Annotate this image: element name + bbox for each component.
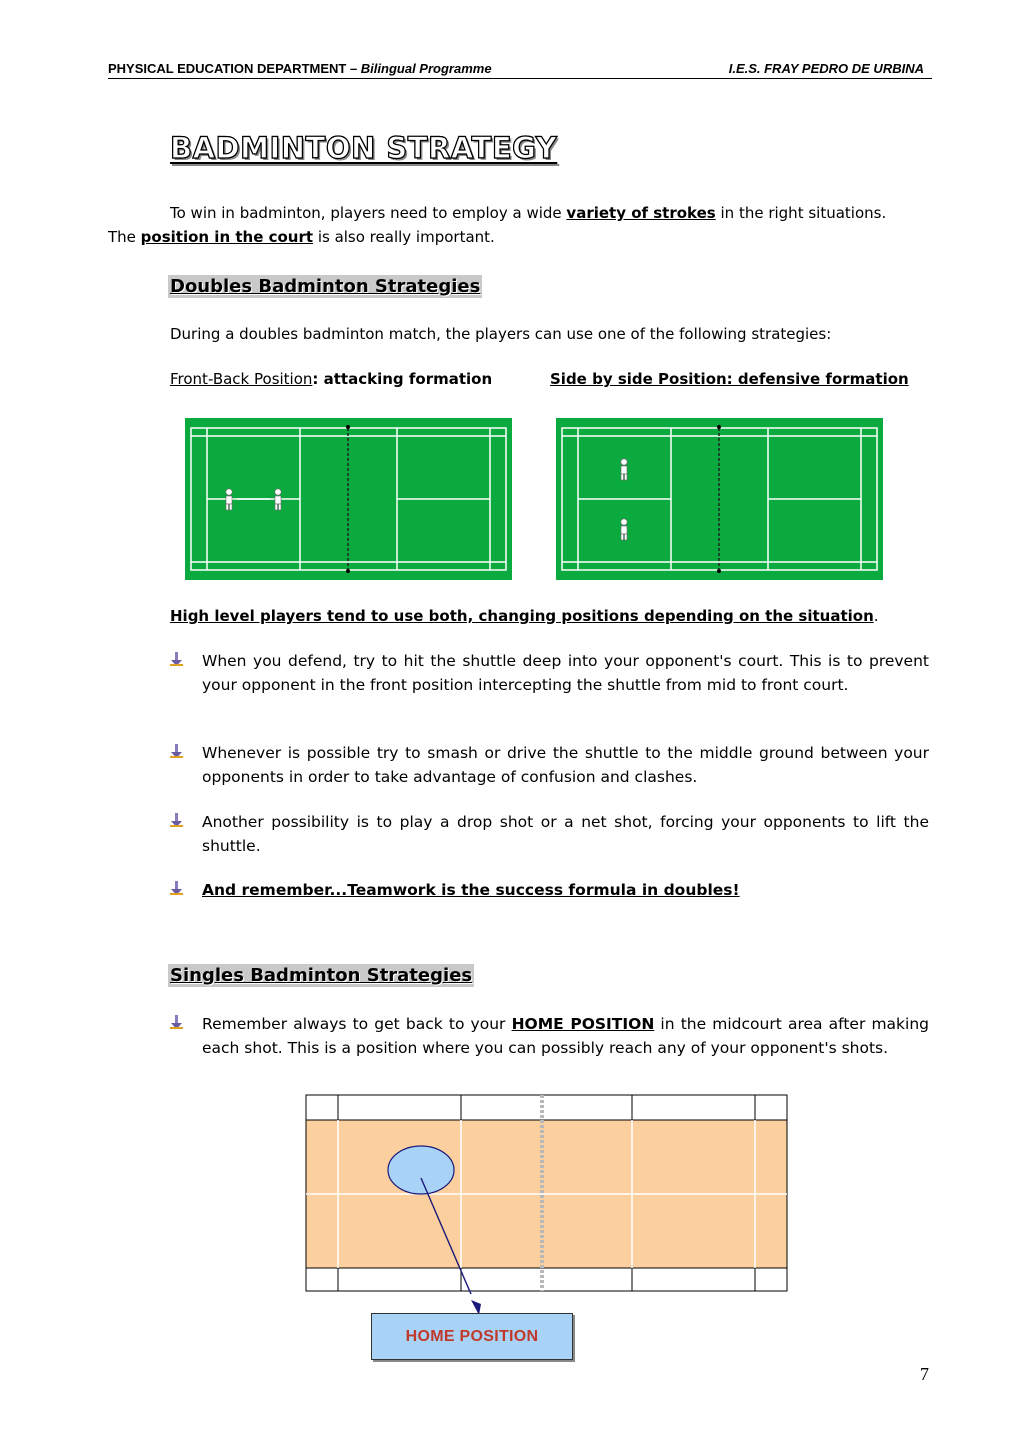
- intro-position-court: position in the court: [140, 228, 314, 246]
- singles-home-position-link: HOME POSITION: [511, 1015, 655, 1033]
- intro-variety-strokes: variety of strokes: [566, 204, 716, 222]
- header-right: [729, 61, 924, 76]
- doubles-heading: Doubles Badminton Strategies: [170, 276, 481, 297]
- front-back-label: Front-Back Position: [170, 370, 313, 388]
- high-level-note: [170, 604, 879, 628]
- singles-text-2: in the midcourt area after making each shot. This is a position where you can possibly reach any of your opponent's shots.: [202, 1015, 929, 1057]
- header-school: I.E.S. FRAY PEDRO DE URBINA: [728, 61, 924, 76]
- home-position-label: HOME POSITION: [405, 1327, 539, 1345]
- intro-text-4: is also really important.: [313, 228, 495, 246]
- net-post-top: [346, 425, 350, 429]
- bullet-arrow-icon: [170, 813, 183, 827]
- intro-text-3: The: [108, 228, 141, 246]
- singles-text-1: Remember always to get back to your: [202, 1015, 512, 1033]
- doubles-bullet-2: Whenever is possible try to smash or drive the shuttle to the middle ground between your opponents in order to take advantage of confusion and clashes.: [202, 744, 929, 786]
- front-back-caption: [170, 367, 492, 391]
- header-department: PHYSICAL EDUCATION DEPARTMENT –: [108, 61, 361, 76]
- court-side-by-side: [556, 418, 883, 580]
- intro-paragraph: [108, 201, 930, 249]
- home-position-box: [371, 1313, 573, 1360]
- header-programme: Bilingual Programme: [360, 61, 492, 76]
- net-post-bottom: [717, 569, 721, 573]
- intro-text-1: To win in badminton, players need to employ a wide: [170, 204, 567, 222]
- front-back-rest: : attacking formation: [312, 370, 493, 388]
- doubles-bullet-4: And remember...Teamwork is the success formula in doubles!: [202, 881, 740, 899]
- high-level-period: .: [873, 607, 879, 625]
- header-rule: [108, 78, 932, 79]
- court-singles: [305, 1094, 788, 1294]
- bullet-arrow-icon: [170, 744, 183, 758]
- side-by-side-caption: Side by side Position: defensive formation: [550, 370, 909, 388]
- header-left: [108, 61, 492, 76]
- intro-text-2: in the right situations.: [715, 204, 887, 222]
- home-position-zone: [388, 1146, 454, 1194]
- page-number: 7: [920, 1364, 929, 1384]
- doubles-bullet-3: Another possibility is to play a drop shot or a net shot, forcing your opponents to lift the shuttle.: [202, 813, 929, 855]
- high-level-text: High level players tend to use both, changing positions depending on the situation: [170, 607, 874, 625]
- court-front-back: [185, 418, 512, 580]
- doubles-lead: During a doubles badminton match, the players can use one of the following strategies:: [170, 325, 832, 343]
- bullet-arrow-icon: [170, 652, 183, 666]
- singles-bullet: [202, 1012, 929, 1060]
- bullet-arrow-icon: [170, 1015, 183, 1029]
- doubles-bullet-1: When you defend, try to hit the shuttle deep into your opponent's court. This is to prevent your opponent in the front position intercepting the shuttle from mid to front court.: [202, 652, 929, 694]
- singles-heading: Singles Badminton Strategies: [170, 965, 473, 986]
- bullet-arrow-icon: [170, 881, 183, 895]
- net-post-bottom: [346, 569, 350, 573]
- page-title: BADMINTON STRATEGY: [170, 131, 558, 165]
- net-post-top: [717, 425, 721, 429]
